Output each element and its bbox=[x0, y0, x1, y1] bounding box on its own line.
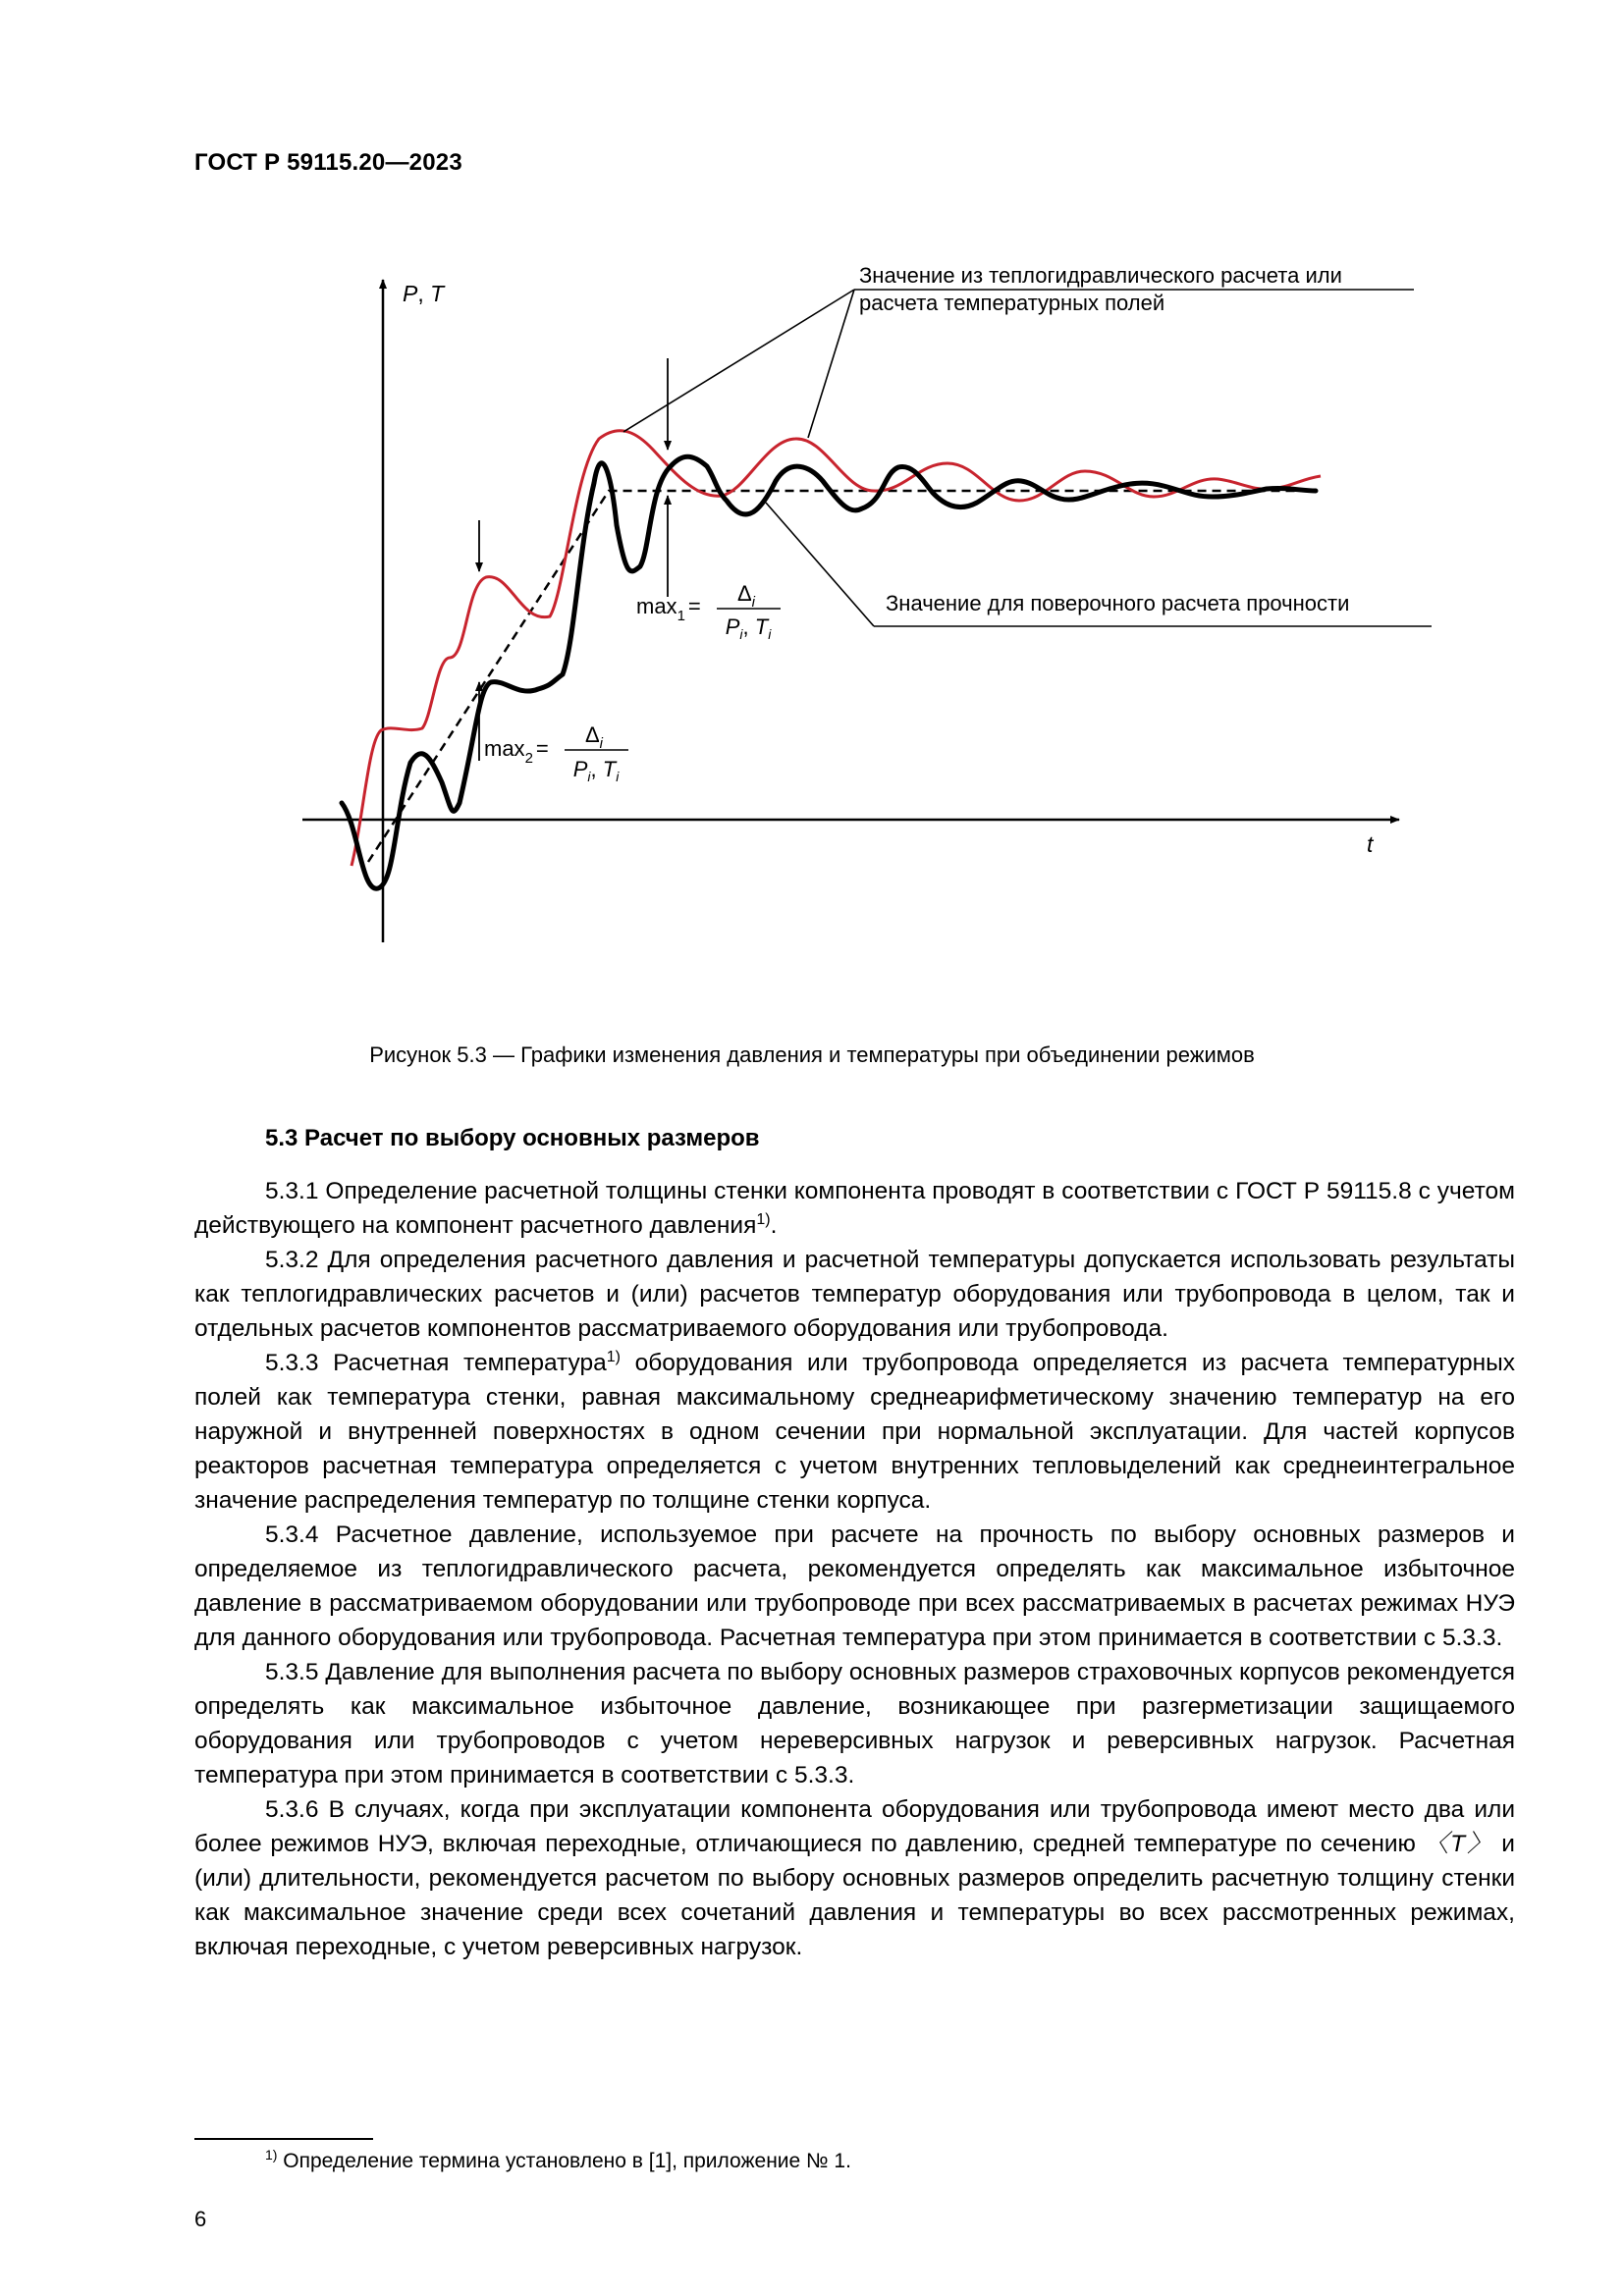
paragraph-5-3-1: 5.3.1 Определение расчетной толщины стенки компонента проводят в соответствии с ГОСТ Р 59115.8 с учетом действующего на компонент расчетного давления$^{1)}$. bbox=[194, 1178, 1515, 1239]
svg-text:Pi, Ti: $P_i$, $T_i$ bbox=[725, 614, 772, 642]
paragraph-5-3-5: 5.3.5 Давление для выполнения расчета по выбору основных размеров страховочных корпусов рекомендуется определять как максимальное избыточное давление, возникающее при разгерметизации защищаемого оборудования или трубопроводов с учетом нереверсивных нагрузок и реверсивных нагрузок. Расчетная температура при этом принимается в соответствии с 5.3.3. bbox=[194, 1659, 1515, 1789]
y-axis-label: P, T bbox=[403, 281, 445, 306]
paragraph-5-3-6: 5.3.6 В случаях, когда при эксплуатации компонента оборудования или трубопровода имеют место два или более режимов НУЭ, включая переходные, отличающиеся по давлению, средней температуре по сечению 〈T〉 и (или) длительности, рекомендуется расчетом по выбору основных размеров определить расчетную толщину стенки как максимальное значение среди всех сочетаний давления и температуры во всех рассмотренных режимах, включая переходные, с учетом реверсивных нагрузок. bbox=[194, 1796, 1515, 1960]
callout-right: Значение для поверочного расчета прочности bbox=[886, 591, 1350, 615]
footnote: $^{1)}$ Определение термина установлено в [1], приложение № 1. bbox=[265, 2147, 851, 2172]
paragraph-5-3-2: 5.3.2 Для определения расчетного давления и расчетной температуры допускается использовать результаты как теплогидравлических расчетов и (или) расчетов температур оборудования или трубопровода в целом, так и отдельных расчетов компонентов рассматриваемого оборудования или трубопровода. bbox=[194, 1247, 1515, 1342]
section-title: 5.3 Расчет по выбору основных размеров bbox=[265, 1125, 760, 1151]
footnote-separator bbox=[194, 2138, 373, 2140]
body-text bbox=[194, 1174, 1515, 1964]
svg-text:Δi: $\Delta_i$ bbox=[584, 722, 604, 752]
max1-formula bbox=[636, 581, 781, 642]
svg-text:max1=: $\max_1$ = bbox=[636, 594, 701, 624]
svg-text:max2=: $\max_2$ = bbox=[484, 736, 549, 767]
paragraph-5-3-4: 5.3.4 Расчетное давление, используемое при расчете на прочность по выбору основных размеров и определяемое из теплогидравлического расчета, рекомендуется определять как максимальное избыточное давление в рассматриваемом оборудовании или трубопроводе при всех рассматриваемых в расчетах режимах НУЭ для данного оборудования или трубопровода. Расчетная температура при этом принимается в соответствии с 5.3.3. bbox=[194, 1522, 1515, 1651]
pressure-temperature-figure bbox=[285, 245, 1443, 952]
strength-check-black-curve bbox=[342, 456, 1316, 888]
callout-top-line2: расчета температурных полей bbox=[859, 291, 1165, 315]
x-axis-label: t bbox=[1367, 831, 1374, 857]
paragraph-5-3-3: 5.3.3 Расчетная температура$^{1)}$ оборудования или трубопровода определяется из расчета температурных полей как температура стенки, равная максимальному среднеарифметическому значению температур на его наружной и внутренней поверхностях в одном сечении при нормальной эксплуатации. Для частей корпусов реакторов расчетная температура определяется с учетом внутренних тепловыделений как среднеинтегральное значение распределения температур по толщине стенки корпуса. bbox=[194, 1348, 1515, 1514]
design-value-dashed-curve bbox=[368, 491, 1311, 862]
callout-top-leader-1 bbox=[623, 290, 854, 432]
svg-text:Δi: $\Delta_i$ bbox=[736, 581, 756, 611]
page-number: 6 bbox=[194, 2207, 207, 2231]
callout-top-leader-2 bbox=[808, 290, 854, 438]
svg-text:Pi, Ti: $P_i$, $T_i$ bbox=[572, 757, 620, 784]
max2-formula bbox=[484, 722, 628, 784]
callout-top-line1: Значение из теплогидравлического расчета или bbox=[859, 263, 1342, 288]
standard-header: ГОСТ Р 59115.20—2023 bbox=[194, 149, 462, 176]
callout-right-leader bbox=[766, 503, 874, 626]
figure-caption: Рисунок 5.3 — Графики изменения давления и температуры при объединении режимов bbox=[369, 1042, 1255, 1067]
